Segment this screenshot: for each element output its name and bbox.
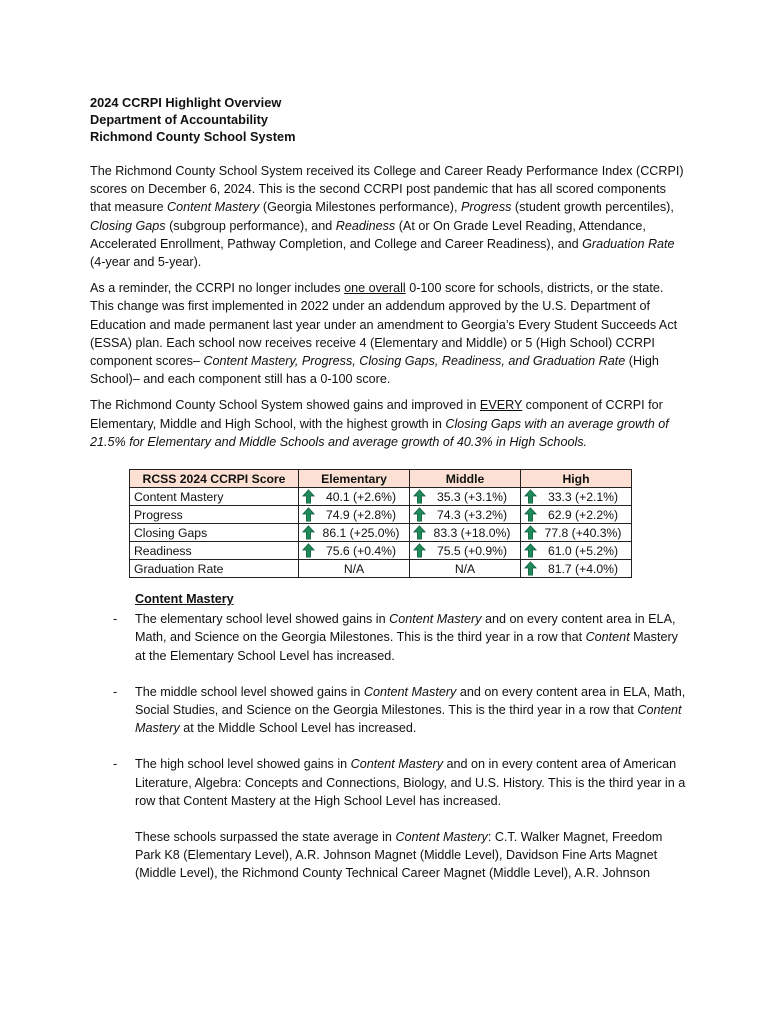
score-cell <box>521 542 632 560</box>
table-row <box>130 560 632 578</box>
header-cell: RCSS 2024 CCRPI Score <box>130 470 299 488</box>
reminder-paragraph <box>90 279 690 388</box>
italic-run: Content <box>585 630 630 645</box>
score-value: 77.8 (+40.3%) <box>544 525 622 540</box>
score-cell <box>299 542 410 560</box>
score-value: 74.9 (+2.8%) <box>325 507 397 522</box>
up-arrow-icon <box>524 507 537 522</box>
text-run: As a reminder, the CCRPI no longer includes <box>90 281 345 296</box>
up-arrow-icon <box>302 489 315 504</box>
bullet-dash: - <box>113 684 118 699</box>
header-cell: Elementary <box>299 470 410 488</box>
up-arrow-icon <box>302 525 315 540</box>
text-run: component of CCRPI for Elementary, Middle and High School, with the highest growth in <box>90 398 663 431</box>
list-item <box>113 683 690 738</box>
up-arrow-icon <box>302 543 315 558</box>
row-label: Graduation Rate <box>130 560 299 578</box>
score-value: 35.3 (+3.1%) <box>436 489 508 504</box>
score-cell <box>521 506 632 524</box>
italic-run: Content Mastery <box>167 200 260 215</box>
score-value: N/A <box>343 561 365 576</box>
up-arrow-icon <box>413 507 426 522</box>
text-run: These schools surpassed the state average in <box>135 830 396 845</box>
heading-department: Department of Accountability <box>90 112 268 127</box>
score-value: N/A <box>454 561 476 576</box>
score-cell <box>299 560 410 578</box>
text-run: The Richmond County School System received its College and Career Ready Performance Index (CCRPI) scores on December 6, 2024. This is the second CCRPI post pandemic that has all scored components that measure <box>90 164 684 215</box>
score-cell <box>299 488 410 506</box>
score-cell <box>299 506 410 524</box>
text-run: (Georgia Milestones performance), <box>259 200 462 215</box>
text-run: The Richmond County School System showed gains and improved in <box>90 398 480 413</box>
text-run: and on every content area in ELA, Math, Social Studies, and Science on the Georgia Milestones. This is the third year in a row that <box>135 684 686 718</box>
score-cell <box>410 542 521 560</box>
ccrpi-score-table <box>129 469 632 578</box>
score-cell <box>410 488 521 506</box>
table-row <box>130 524 632 542</box>
header-cell: High <box>521 470 632 488</box>
text-run: (subgroup performance), and <box>165 218 336 233</box>
up-arrow-icon <box>524 543 537 558</box>
italic-run: Content Mastery <box>135 703 682 736</box>
text-run: The elementary school level showed gains in <box>135 612 390 627</box>
text-run: (student growth percentiles), <box>511 200 674 215</box>
italic-run: Progress <box>461 200 512 215</box>
text-run: (High School)– and each component still has a 0-100 score. <box>90 354 659 387</box>
up-arrow-icon <box>524 525 537 540</box>
underlined-run: EVERY <box>479 398 523 413</box>
table-header-row <box>130 470 632 488</box>
score-value: 83.3 (+18.0%) <box>433 525 511 540</box>
text-run: The middle school level showed gains in <box>135 684 364 699</box>
score-cell <box>521 524 632 542</box>
text-run: and on in every content area of American Literature, Algebra: Concepts and Connections, Biology, and U.S. History. This is the third year in a row that Content Mastery at the High School Level has increased. <box>135 757 686 808</box>
score-cell <box>410 560 521 578</box>
score-value: 86.1 (+25.0%) <box>322 525 400 540</box>
score-value: 62.9 (+2.2%) <box>547 507 619 522</box>
up-arrow-icon <box>413 525 426 540</box>
row-label: Readiness <box>130 542 299 560</box>
header-cell: Middle <box>410 470 521 488</box>
text-run: : C.T. Walker Magnet, Freedom Park K8 (Elementary Level), A.R. Johnson Magnet (Middle Level), Davidson Fine Arts Magnet (Middle Level), the Richmond County Technical Career Magnet (Middle Level), A.R. Johnson <box>135 830 663 881</box>
score-value: 74.3 (+3.2%) <box>436 507 508 522</box>
text-run: and on every content area in ELA, Math, and Science on the Georgia Milestones. This is the third year in a row that <box>135 612 676 645</box>
intro-paragraph <box>90 162 690 271</box>
table-row <box>130 488 632 506</box>
text-run: 0-100 score for schools, districts, or the state. This change was first implemented in 2022 under an addendum approved by the U.S. Department of Education and made permanent last year under an amendment to Georgia’s Every Student Succeeds Act (ESSA) plan. Each school now receives receive 4 (Elementary and Middle) or 5 (High School) CCRPI component scores– <box>90 281 678 369</box>
up-arrow-icon <box>413 489 426 504</box>
text-run: The high school level showed gains in <box>135 757 351 772</box>
italic-run: Content Mastery, Progress, Closing Gaps, Readiness, and Graduation Rate <box>203 354 626 369</box>
surpassed-schools-paragraph <box>135 828 690 883</box>
up-arrow-icon <box>413 543 426 558</box>
table-row <box>130 506 632 524</box>
score-value: 75.6 (+0.4%) <box>325 543 397 558</box>
score-cell <box>521 488 632 506</box>
up-arrow-icon <box>524 489 537 504</box>
bullet-dash: - <box>113 612 118 627</box>
italic-run: Readiness <box>335 218 396 233</box>
text-run: (4-year and 5-year). <box>90 255 202 270</box>
table-row <box>130 542 632 560</box>
gains-paragraph <box>90 396 690 451</box>
up-arrow-icon <box>302 507 315 522</box>
up-arrow-icon <box>524 561 537 576</box>
content-mastery-title: Content Mastery <box>135 592 234 607</box>
list-item <box>113 755 690 810</box>
bullet-dash: - <box>113 757 118 772</box>
text-run: at the Middle School Level has increased. <box>179 721 417 736</box>
score-value: 81.7 (+4.0%) <box>547 561 619 576</box>
italic-run: Graduation Rate <box>582 236 675 251</box>
italic-run: Content Mastery <box>395 830 488 845</box>
score-cell <box>521 560 632 578</box>
row-label: Content Mastery <box>130 488 299 506</box>
heading-organization: Richmond County School System <box>90 129 296 144</box>
document-heading <box>90 94 690 145</box>
score-value: 61.0 (+5.2%) <box>547 543 619 558</box>
text-run: Mastery at the Elementary School Level has increased. <box>135 630 678 663</box>
italic-run: Content Mastery <box>350 757 444 772</box>
score-value: 40.1 (+2.6%) <box>325 489 397 504</box>
text-run: (At or On Grade Level Reading, Attendance, Accelerated Enrollment, Pathway Completion, and College and Career Readiness), and <box>90 218 646 251</box>
row-label: Progress <box>130 506 299 524</box>
list-item <box>113 610 690 665</box>
score-cell <box>299 524 410 542</box>
italic-run: Closing Gaps with an average growth of 21.5% for Elementary and Middle Schools and average growth of 40.3% in High Schools. <box>90 416 669 449</box>
row-label: Closing Gaps <box>130 524 299 542</box>
italic-run: Closing Gaps <box>90 218 166 233</box>
heading-title: 2024 CCRPI Highlight Overview <box>90 95 282 110</box>
score-cell <box>410 524 521 542</box>
score-value: 33.3 (+2.1%) <box>547 489 619 504</box>
score-cell <box>410 506 521 524</box>
underlined-run: one overall <box>344 281 406 296</box>
italic-run: Content Mastery <box>389 612 482 627</box>
score-value: 75.5 (+0.9%) <box>436 543 508 558</box>
italic-run: Content Mastery <box>363 684 457 699</box>
document-page <box>90 94 690 883</box>
